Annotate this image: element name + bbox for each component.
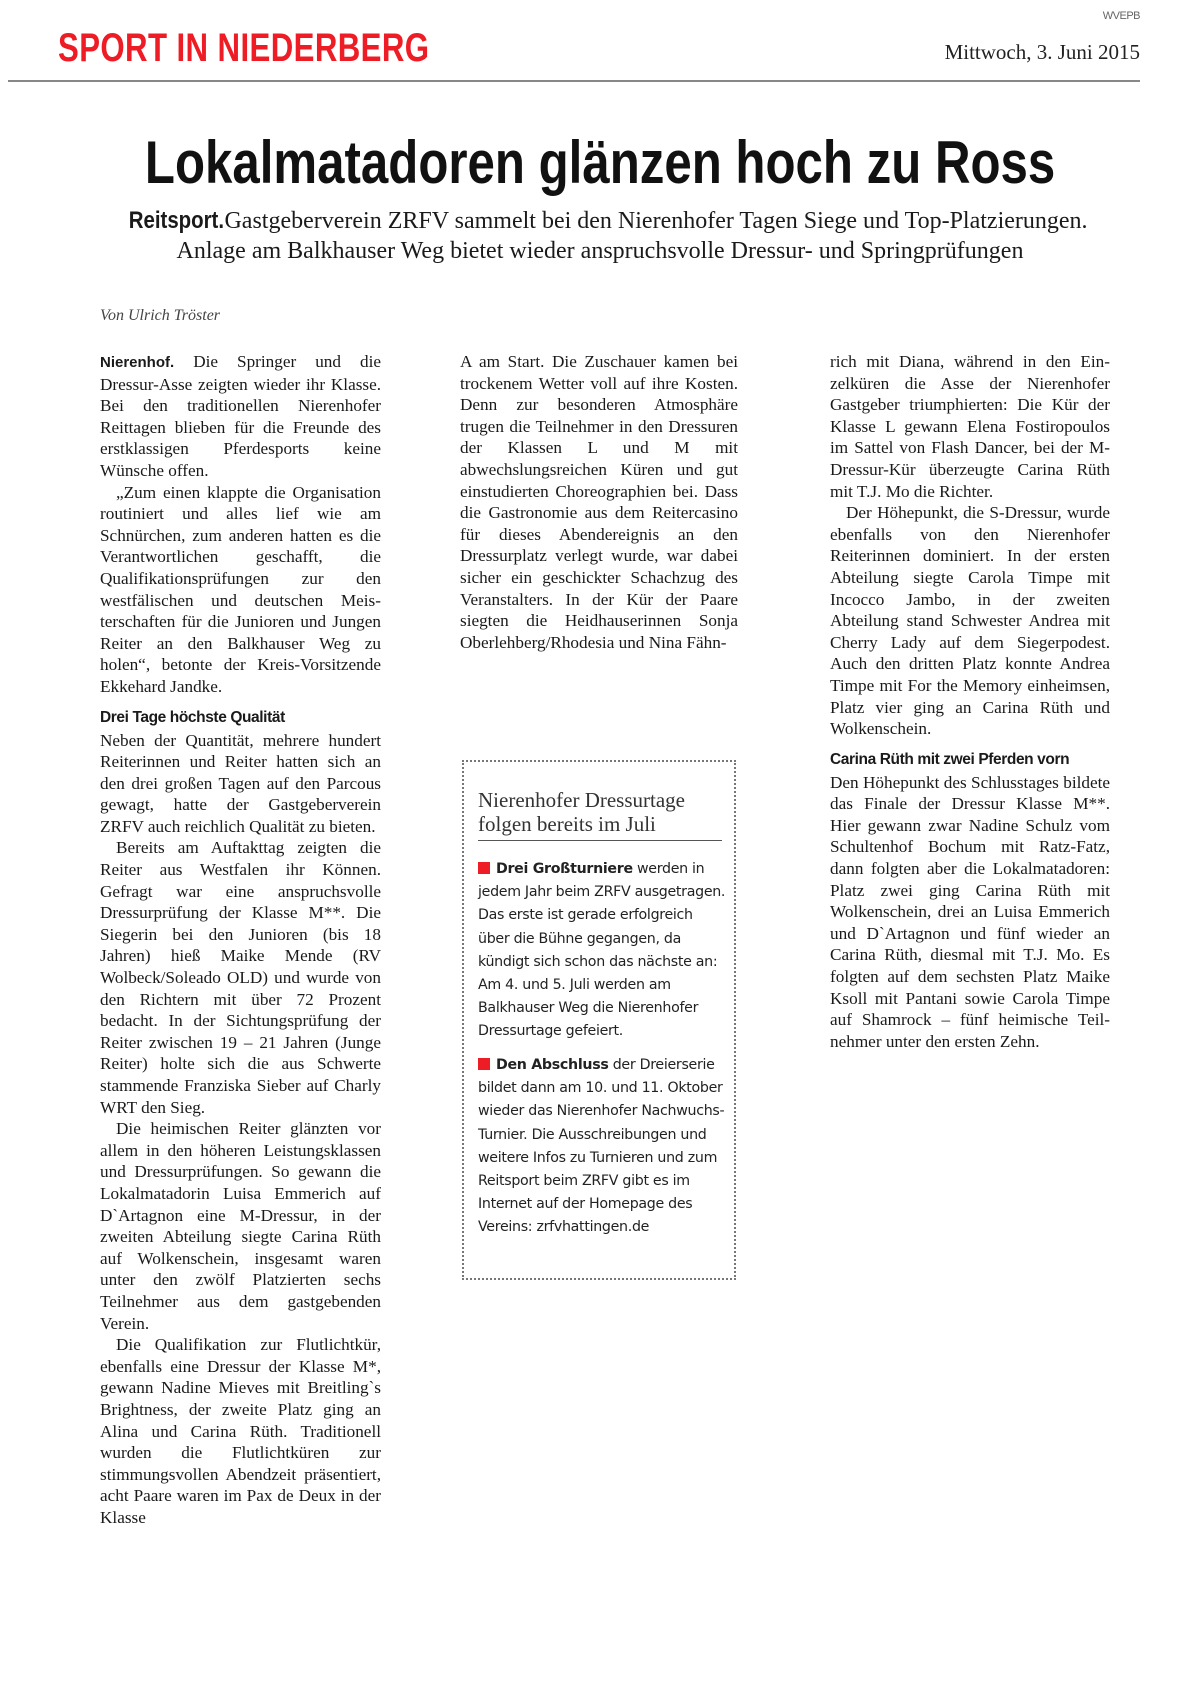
paragraph: Der Höhepunkt, die S-Dressur, wurde ebenfalls von den Nierenhofer Reiterinnen dominiert. In der ersten Abteilung siegte Carola Timpe mit Incocco Jambo, in der zweiten Abteilung stand Schwester Andrea mit Cherry Lady auf dem Siegerpodest. Auch den dritten Platz konnte Andrea Timpe mit For the Memory einheimsen, Platz vier ging an Carina Rüth und Wolkenschein. xyxy=(830,503,1110,739)
article-column-2 xyxy=(460,351,738,653)
red-square-bullet-icon xyxy=(478,862,490,874)
paragraph xyxy=(100,351,381,482)
paragraph: rich mit Diana, während in den Einzelküren die Asse der Nierenhofer Gastgeber triumphierten: Die Kür der Klasse L gewann Elena Fostiropoulos im Sattel von Flash Dancer, bei der M-Dressur-Kür überzeugte Carina Rüth mit T.J. Mo die Richter. xyxy=(830,352,1110,501)
article-subheadline xyxy=(0,206,1200,266)
paragraph: A am Start. Die Zuschauer kamen bei trockenem Wetter voll auf ihre Kosten. Denn zur besonderen Atmosphäre trugen die Teilnehmer in den Dressuren der Klassen L und M mit abwechslungsreichen Küren und gut einstudierten Choreographien bei. Dass die Gastronomie aus dem Reitercasino für dieses Abendereignis an den Dressurplatz verlegt wurde, war dabei sicher ein geschickter Schachzug des Veranstalters. In der Kür der Paare siegten die Heidhauserinnen Sonja Oberlehberg/Rhodesia und Nina Fähn- xyxy=(460,352,738,652)
header-rule xyxy=(8,80,1140,82)
info-box-item-text: der Dreierserie bildet dann am 10. und 11. Oktober wieder das Nierenhofer Nachwuchs-Turnier. Die Ausschreibungen und weitere Infos zu Turnieren und zum Reitsport beim ZRFV gibt es im Internet auf der Homepage des Vereins: zrfvhattingen.de xyxy=(478,1057,725,1236)
byline: Von Ulrich Tröster xyxy=(100,307,221,324)
article-headline xyxy=(0,128,1200,197)
issue-date: Mittwoch, 3. Juni 2015 xyxy=(944,40,1140,64)
article-column-3 xyxy=(830,351,1110,1052)
kicker: Reitsport. xyxy=(129,207,225,234)
paragraph: Neben der Quantität, mehrere hundert Reiterinnen und Reiter hatten sich an den drei großen Tagen auf den Parcous gewagt, hatte der Gastgeberverein ZRFV auch reichlich Qualität zu bieten. xyxy=(100,730,381,836)
info-box-item xyxy=(478,858,728,1044)
subline-1: Gastgeberverein ZRFV sammelt bei den Nierenhofer Tagen Siege und Top-Platzierungen. xyxy=(224,208,1088,234)
paragraph-text: Die Springer und die Dressur-Asse zeigten wieder ihr Klasse. Bei den traditionellen Nierenhofer Reittagen blieben für die Freunde des erstklassigen Pferdesports keine Wünsche offen. xyxy=(100,352,382,480)
info-box-item-lead: Den Abschluss xyxy=(496,1057,609,1073)
info-box xyxy=(462,760,736,1280)
subline-first xyxy=(0,206,1200,236)
subline-2: Anlage am Balkhauser Weg bietet wieder anspruchsvolle Dressur- und Springprüfungen xyxy=(176,238,1024,264)
info-box-item xyxy=(478,1054,728,1240)
subheading: Drei Tage höchste Qualität xyxy=(100,708,285,726)
page-code: WVEPB xyxy=(1102,10,1140,22)
dateline: Nierenhof. xyxy=(100,354,175,371)
info-box-item-lead: Drei Großturniere xyxy=(496,861,633,877)
paragraph: Den Höhepunkt des Schlusstages bildete das Finale der Dressur Klasse M**. Hier gewann zwar Nadine Schulz vom Schultenhof Bochum mit Ratz-Fatz, dann folgten aber die Lokalmatadoren: Platz zwei ging Carina Rüth mit Wolkenschein, drei an Luisa Emmerich und D`Artagnon und fünf wieder an Carina Rüth, diesmal mit T.J. Mo. Es folgten auf dem sechsten Platz Maike Ksoll mit Pantani sowie Carola Timpe auf Shamrock – fünf heimische Teilnehmer unter den ersten Zehn. xyxy=(830,772,1110,1051)
paragraph: „Zum einen klappte die Organisation routiniert und alles lief wie am Schnürchen, zum anderen hatten es die Verantwortlichen geschafft, die Qualifikationsprüfungen zur den westfälischen und deutschen Meisterschaften für die Junioren und Jungen Reiter an den Balkhauser Weg zu holen“, betonte der Kreis-Vorsitzende Ekkehard Jandke. xyxy=(100,482,381,696)
article-column-1 xyxy=(100,351,381,1528)
paragraph: Die Qualifikation zur Flutlichtkür, ebenfalls eine Dressur der Klasse M*, gewann Nadine Mieves mit Breitling`s Brightness, der zweite Platz ging an Alina und Carina Rüth. Traditionell wurden die Flutlichtküren zur stimmungsvollen Abendzeit präsentiert, acht Paare waren im Pax de Deux in der Klasse xyxy=(100,1335,381,1527)
subheading: Carina Rüth mit zwei Pferden vorn xyxy=(830,750,1070,768)
red-square-bullet-icon xyxy=(478,1058,490,1070)
paragraph: Die heimischen Reiter glänzten vor allem in den höheren Leistungsklassen und Dressurprüfungen. So gewann die Lokalmatadorin Luisa Emmerich auf D`Artagnon eine M-Dressur, in der zweiten Abteilung siegte Carina Rüth auf Wolkenschein, insgesamt waren unter den zwölf Platzierten sechs Teilnehmer aus dem gastgebenden Verein. xyxy=(100,1119,381,1333)
info-box-title: Nierenhofer Dressurtage folgen bereits im Juli xyxy=(478,788,722,841)
info-box-item-text: werden in jedem Jahr beim ZRFV ausgetragen. Das erste ist gerade erfolgreich über die Bühne gegangen, da kündigt sich schon das nächste an: Am 4. und 5. Juli werden am Balkhauser Weg die Nierenhofer Dressurtage gefeiert. xyxy=(478,861,726,1040)
paragraph: Bereits am Auftakttag zeigten die Reiter aus Westfalen ihr Können. Gefragt war eine anspruchsvolle Dressurprüfung der Klasse M**. Die Siegerin bei den Junioren (bis 18 Jahren) hieß Maike Mende (RV Wolbeck/Soleado OLD) und wurde von den Richtern mit über 72 Prozent bedacht. In der Sichtungsprüfung der Reiter zwischen 19 – 21 Jahren (Junge Reiter) holte sich die aus Schwerte stammende Franziska Sieber auf Charly WRT den Sieg. xyxy=(100,838,381,1117)
headline-text: Lokalmatadoren glänzen hoch zu Ross xyxy=(144,129,1056,196)
section-title: SPORT IN NIEDERBERG xyxy=(58,26,430,70)
